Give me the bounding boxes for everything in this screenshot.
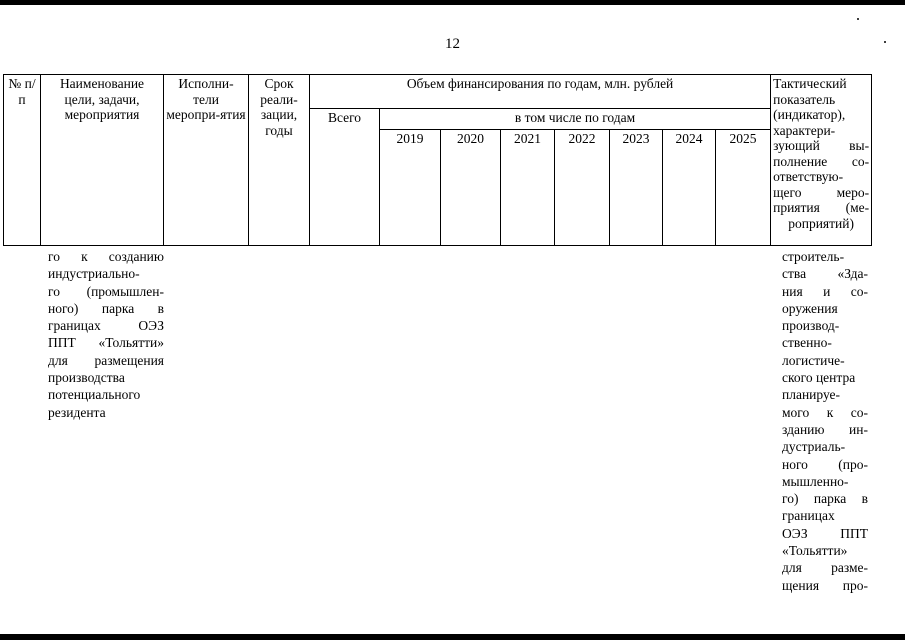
indicator-column-continuation [782,248,868,594]
indicator-line: «Тольятти» [782,543,848,559]
name-line: резидента [48,404,106,420]
indicator-line: ОЭЗ ППТ [782,525,868,541]
bottom-border-rule [0,634,905,640]
indicator-line: ного (про- [782,456,868,472]
indicator-line: логистиче- [782,352,845,368]
indicator-line: производ- [782,318,840,334]
name-line: для размещения [48,352,164,368]
indicator-line: мышленно- [782,473,849,489]
indicator-line: оружения [782,300,838,316]
header-year-2023: 2023 [610,130,663,246]
indicator-line: щения про- [782,577,868,593]
header-col-indicator: Тактический показатель (индикатор), характери-зующий вы-полнение со-ответствую-щего меро-приятия (ме-роприятий) [771,75,872,246]
name-line: границах ОЭЗ [48,318,164,334]
header-col-total: Всего [310,109,380,246]
name-line: производства [48,370,125,386]
header-year-2020: 2020 [441,130,501,246]
indicator-line: для разме- [782,560,868,576]
indicator-line: ственно- [782,335,832,351]
header-col-financing: Объем финансирования по годам, млн. рублей [310,75,771,109]
indicator-line: ского центра [782,370,856,386]
name-line: го (промышлен- [48,283,164,299]
indicator-line: строитель- [782,249,845,264]
header-year-2022: 2022 [555,130,610,246]
header-col-by-years: в том числе по годам [380,109,771,130]
header-year-2024: 2024 [663,130,716,246]
header-year-2021: 2021 [501,130,555,246]
indicator-line: зданию ин- [782,421,868,437]
indicator-line: мого к со- [782,404,868,420]
header-col-executors: Исполни-тели меропри-ятия [164,75,249,246]
name-line: го к созданию [48,249,164,264]
indicator-line: го) парка в [782,491,868,507]
name-column-continuation [48,248,164,421]
scan-speck [857,18,859,20]
header-year-2025: 2025 [716,130,771,246]
name-line: ного) парка в [48,300,164,316]
financing-table [3,74,872,246]
indicator-line: границах [782,508,835,524]
name-line: ППТ «Тольятти» [48,335,164,351]
header-year-2019: 2019 [380,130,441,246]
name-line: потенциального [48,387,141,403]
indicator-line: планируе- [782,387,841,403]
indicator-line: ния и со- [782,283,868,299]
indicator-line: дустриаль- [782,439,846,455]
indicator-line: ства «Зда- [782,266,868,282]
top-border-rule [0,0,905,5]
header-col-term: Срок реали-зации, годы [249,75,310,246]
name-line: индустриально- [48,266,140,282]
header-col-number: № п/п [4,75,41,246]
page-number: 12 [445,36,460,52]
header-col-name: Наименование цели, задачи, мероприятия [41,75,164,246]
